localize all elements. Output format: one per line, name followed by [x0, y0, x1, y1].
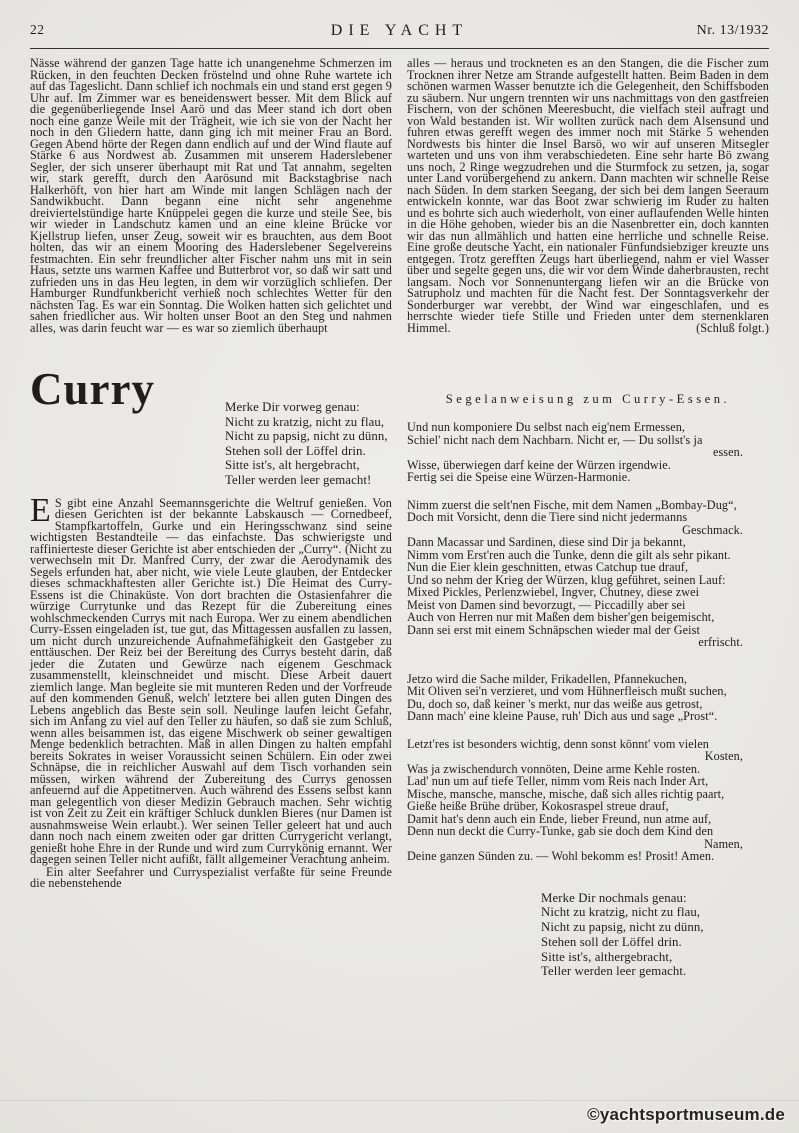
verse-line: Damit hat's denn auch ein Ende, lieber Freund, nun atme auf, — [407, 811, 712, 826]
verse-line: Namen, — [704, 836, 743, 851]
verse-line: Sitte ist's, alt hergebracht, — [224, 458, 360, 473]
page-header — [30, 22, 769, 46]
verse-line: Und nun komponiere Du selbst nach eig'nem Ermessen, — [407, 420, 686, 434]
verse-line: essen. — [712, 445, 743, 459]
verse-line: Stehen soll der Löffel drin. — [224, 443, 366, 458]
verse-line: Nicht zu papsig, nicht zu dünn, — [224, 429, 388, 444]
verse-line: Dann mach' eine kleine Pause, ruh' Dich aus und sage „Prost“. — [407, 709, 718, 723]
verse-line: Nicht zu kratzig, nicht zu flau, — [541, 905, 701, 920]
top-article-right-text: alles — heraus und trockneten es an den Stangen, die die Fischer zum Trocknen ihrer Netze am Strande aufgestellt hatten. Beim Baden in dem schönen warmen Wasser benutzte ich die Gelegenheit, den Schiffsboden zu säubern. Nur ungern trennten wir uns nachmittags von den gastfreien Fischern, von der schönen Meeresbucht, die vielfach steil aufragt und von Wald bestanden ist. Wir wollten zurück nach dem Alsensund und fuhren etwas gerefft wegen des immer noch mit Stärke 5 wehenden Nordwests bis hinter die Insel Barsö, wo wir auf unseren Mitsegler warteten und uns von ihm verabschiedeten. Eine sehr harte Bö zwang uns noch, 2 Ringe wegzudrehen und die Sturmfock zu setzen, ja, sogar unter Land vorübergehend zu ankern. Dann machten wir schnelle Reise nach Süden. In dem starken Seegang, der sich bei dem langen Seeraum entwickeln konnte, war das Boot zwar schwierig im Ruder zu halten und es bohrte sich auch wiederholt, von einer auflaufenden Welle hinten in die Höhe gehoben, wieder bis an die Nasenbretter ein, doch kannten wir das nun allmählich und hatten eine herrliche und schnelle Reise. Eine große deutsche Yacht, ein nationaler Fünfundsiebziger kreuzte uns entgegen. Trotz gerefften Zeugs hart überliegend, nahm er viel Wasser über und segelte gegen uns, die wir vor dem Winde daherbrausten, recht langsam. Noch vor Sonnenuntergang liefen wir an die Brücke von Satrupholz und machten für die Nacht fest. Der Sonntagsverkehr der Sonderburger war verebbt, der Wind war eingeschlafen, und es herrschte wieder tiefe Stille und Frieden unter dem sternenklaren Himmel. — [407, 56, 769, 335]
issue-number: Nr. 13/1932 — [696, 23, 769, 38]
verse-line: Letzt'res ist besonders wichtig, denn sonst könnt' vom vielen — [407, 736, 709, 751]
verse-line: Nimm zuerst die selt'nen Fische, mit dem Namen „Bombay-Dug“, — [407, 497, 737, 512]
verse-line: Kosten, — [704, 749, 743, 763]
verse-line: Was ja zwischendurch vonnöten, Deine arme Kehle rosten. — [407, 761, 701, 776]
curry-recipe-column — [407, 366, 769, 979]
top-article-right-paragraph — [407, 58, 769, 334]
top-article-left-column — [30, 58, 392, 334]
verse-line: Dann sei erst mit einem Schnäpschen wieder mal der Geist — [407, 622, 700, 637]
verse-line: Wisse, überwiegen darf keine der Würzen irgendwie. — [407, 457, 671, 472]
schluss-note: (Schluß folgt.) — [696, 320, 769, 335]
curry-closing-poem — [541, 891, 769, 980]
verse-line: Nun die Eier klein geschnitten, etwas Catchup tue drauf, — [407, 560, 689, 574]
curry-body-text: S gibt eine Anzahl Seemannsgerichte die Weltruf genießen. Von diesen Gerichten ist der bekannte Labskausch — Cornedbeef, Stampfkartoffeln, Gurke und ein Heringsschwanz sind seine wichtigsten Bestandteile — das einfachste. Das schwierigste und raffinierteste dieser Gerichte ist aber entschieden der „Curry“. (Nicht zu verwechseln mit Dr. Manfred Curry, der zwar die Aerodynamik des Segels erfunden hat, aber nicht, wie viele Leute glauben, der Entdecker dieses schmackhaftesten aller Gerichte ist.) Die Heimat des Curry-Essens ist die Chinaküste. Von dort brachten die Ostasienfahrer die würzige Currytunke und das Rezept für die Zubereitung eines wohlschmeckenden Currys mit nach Europa. Wer zu einem abendlichen Curry-Essen eingeladen ist, tue gut, das Mittagessen ausfallen zu lassen, um nicht durch unzureichende Aufnahmefähigkeit den Gastgeber zu enttäuschen. Der Reiz bei der Bereitung des Currys besteht darin, daß jeder die Zutaten und Gewürze nach eigenem Geschmack zusammenstellt, kleinschneidet und mischt. Diese Arbeit dauert ziemlich lange. Man begleite sie mit munteren Reden und der Vorfreude auf den kommenden Genuß, welch' letztere bei allen guten Dingen des Lebens angeblich das Beste sein soll. Neulinge laufen leicht Gefahr, sich im Anfang zu viel auf den Teller zu häufen, so daß sie zum Schluß, wenn alles beisammen ist, das eigene Mischwerk ob seiner gewaltigen Menge bedenklich betrachten. Maß in allen Dingen zu halten empfahl bereits Sokrates in weiser Voraussicht seinen Schülern. Ein oder zwei Schnäpse, die in reichlicher Auswahl auf dem Tisch vorhanden sein müssen, wirken während der Zubereitung des Currys genossen anfeuernd auf die Appetitnerven. Auch während des Essens selbst kann man gelegentlich von dieser Medizin Gebrauch machen. Sehr wichtig ist von Zeit zu Zeit ein kräftiger Schluck dunklen Bieres (nur Damen ist ausnahmsweise Wein erlaubt.). Wer seinen Teller geleert hat und auch dann noch nach einem zweiten oder gar dritten Currygericht verlangt, genießt hohe Ehre in der Runde und wird zum Currykönig ernannt. Wer dagegen seinen Teller nicht aufißt, fällt allgemeiner Verachtung anheim. — [30, 495, 392, 867]
verse-line: Teller werden leer gemacht. — [541, 964, 687, 979]
curry-article-title: Curry — [30, 364, 155, 414]
verse-line: Jetzo wird die Sache milder, Frikadellen, Pfannekuchen, — [407, 671, 688, 686]
verse-line: Gieße heiße Brühe drüber, Kokosraspel streue drauf, — [407, 799, 669, 813]
header-rule — [30, 48, 769, 49]
verse-line: erfrischt. — [698, 635, 743, 649]
top-article-right-column — [407, 58, 769, 334]
top-article — [30, 58, 769, 334]
verse-line: Lad' nun um auf tiefe Teller, nimm vom Reis nach Inder Art, — [407, 774, 709, 788]
verse-stanza-1 — [407, 421, 769, 484]
verse-line: Schiel' nicht nach dem Nachbarn. Nicht er, — Du sollst's ja — [407, 432, 703, 447]
recipe-heading: Segelanweisung zum Curry-Essen. — [445, 392, 731, 406]
top-article-left-paragraph: Nässe während der ganzen Tage hatte ich unangenehme Schmerzen im Rücken, in den feuchten Decken fröstelnd und ohne Ruhe wartete ich auf das Tageslicht. Dann schlief ich nochmals ein und stand erst gegen 9 Uhr auf. Im Zimmer war es beneidenswert besser. Mit dem Blick auf die gegenüberliegende Insel Aarö und das Meer stand ich dort oben noch eine ganze Weile mit der Trägheit, wie ich sie von der Nacht her noch in den Gliedern hatte, dann ging ich mit meiner Frau an Bord. Gegen Abend hörte der Regen dann endlich auf und der Wind flaute auf Stärke 6 aus Nordwest ab. Zusammen mit unserem Haderslebener Segler, der sich unserer überhaupt mit Rat und Tat annahm, segelten wir, stark gerefft, durch den Aarösund mit Backstagbrise nach Halkerhöft, von hier hart am Winde mit langen Schlägen nach der Sandwikbucht. Dann begann eine nicht sehr angenehme dreiviertelstündige harte Knüppelei gegen die kurze und steile See, bis wir wieder in Landschutz kamen und an eine kleine Brücke vor Kjellstrup liefen, unser Zeug, soweit wir es brauchten, aus dem Boot holten, das wir an einem Mooring des Haderslebener Segelvereins festmachten. Ein sehr freundlicher alter Fischer nahm uns mit in sein Haus, setzte uns warmen Kaffee und Butterbrot vor, so daß wir satt und zufrieden uns in das Heu legten, in dem wir vorzüglich schliefen. Der Hamburger Rundfunkbericht verhieß noch schlechtes Wetter für den nächsten Tag. Es war ein Sonntag. Die Wolken hatten sich gelichtet und sahen friedlicher aus. Wir holten unser Boot an den Steg und nahmen alles, was darin feucht war — es war so ziemlich überhaupt — [30, 56, 392, 335]
curry-article — [30, 366, 769, 979]
verse-stanza-2 — [407, 499, 769, 649]
verse-line: Meist von Damen sind bevorzugt, — Piccadilly aber sei — [407, 597, 686, 612]
magazine-title: DIE YACHT — [330, 22, 469, 39]
verse-line: Und so nehm der Krieg der Würzen, klug geführet, seinen Lauf: — [407, 572, 726, 587]
curry-left-column — [30, 366, 392, 979]
page-number: 22 — [30, 22, 45, 37]
verse-line: Stehen soll der Löffel drin. — [541, 934, 682, 949]
verse-line: Nicht zu papsig, nicht zu dünn, — [541, 920, 704, 935]
verse-line: Du, doch so, daß keiner 's merkt, nur das weiße aus getrost, — [407, 696, 703, 711]
verse-line: Merke Dir vorweg genau: — [224, 400, 360, 414]
verse-line: Geschmack. — [682, 522, 743, 537]
verse-line: Fertig sei die Speise eine Würzen-Harmonie. — [407, 470, 631, 484]
verse-line: Mit Oliven sei'n verzieret, und vom Hühnerfleisch mußt suchen, — [407, 684, 727, 698]
verse-line: Sitte ist's, althergebracht, — [541, 949, 673, 964]
dropcap-initial: E — [30, 491, 51, 529]
page-footer — [0, 1100, 799, 1127]
verse-line: Doch mit Vorsicht, denn die Tiere sind nicht jedermanns — [407, 510, 688, 524]
curry-intro-poem — [225, 400, 388, 488]
curry-footnote-paragraph: Ein alter Seefahrer und Curryspezialist verfaßte für seine Freunde die nebenstehende — [30, 864, 392, 891]
verse-line: Nimm vom Erst'ren auch die Tunke, denn die gilt als sehr pikant. — [407, 547, 731, 562]
verse-line: Merke Dir nochmals genau: — [541, 890, 687, 905]
verse-line: Deine ganzen Sünden zu. — Wohl bekomm es! Prosit! Amen. — [407, 849, 715, 863]
verse-line: Nicht zu kratzig, nicht zu flau, — [224, 414, 385, 429]
curry-heading-row — [30, 366, 392, 488]
verse-stanza-3 — [407, 673, 769, 723]
verse-line: Teller werden leer gemacht! — [224, 472, 372, 487]
verse-line: Auch von Herren nur mit Maßen dem bisher'gen beigemischt, — [407, 610, 715, 624]
verse-line: Mixed Pickles, Perlenzwiebel, Ingver, Chutney, diese zwei — [407, 585, 700, 599]
verse-line: Denn nun deckt die Curry-Tunke, gab sie doch dem Kind den — [407, 824, 714, 838]
verse-line: Mische, mansche, mansche, mische, daß sich alles richtig paart, — [407, 786, 725, 801]
verse-stanza-4 — [407, 738, 769, 863]
watermark: ©yachtsportmuseum.de — [587, 1105, 785, 1124]
verse-line: Dann Macassar und Sardinen, diese sind Dir ja bekannt, — [407, 535, 686, 549]
curry-body-paragraph — [30, 491, 392, 867]
